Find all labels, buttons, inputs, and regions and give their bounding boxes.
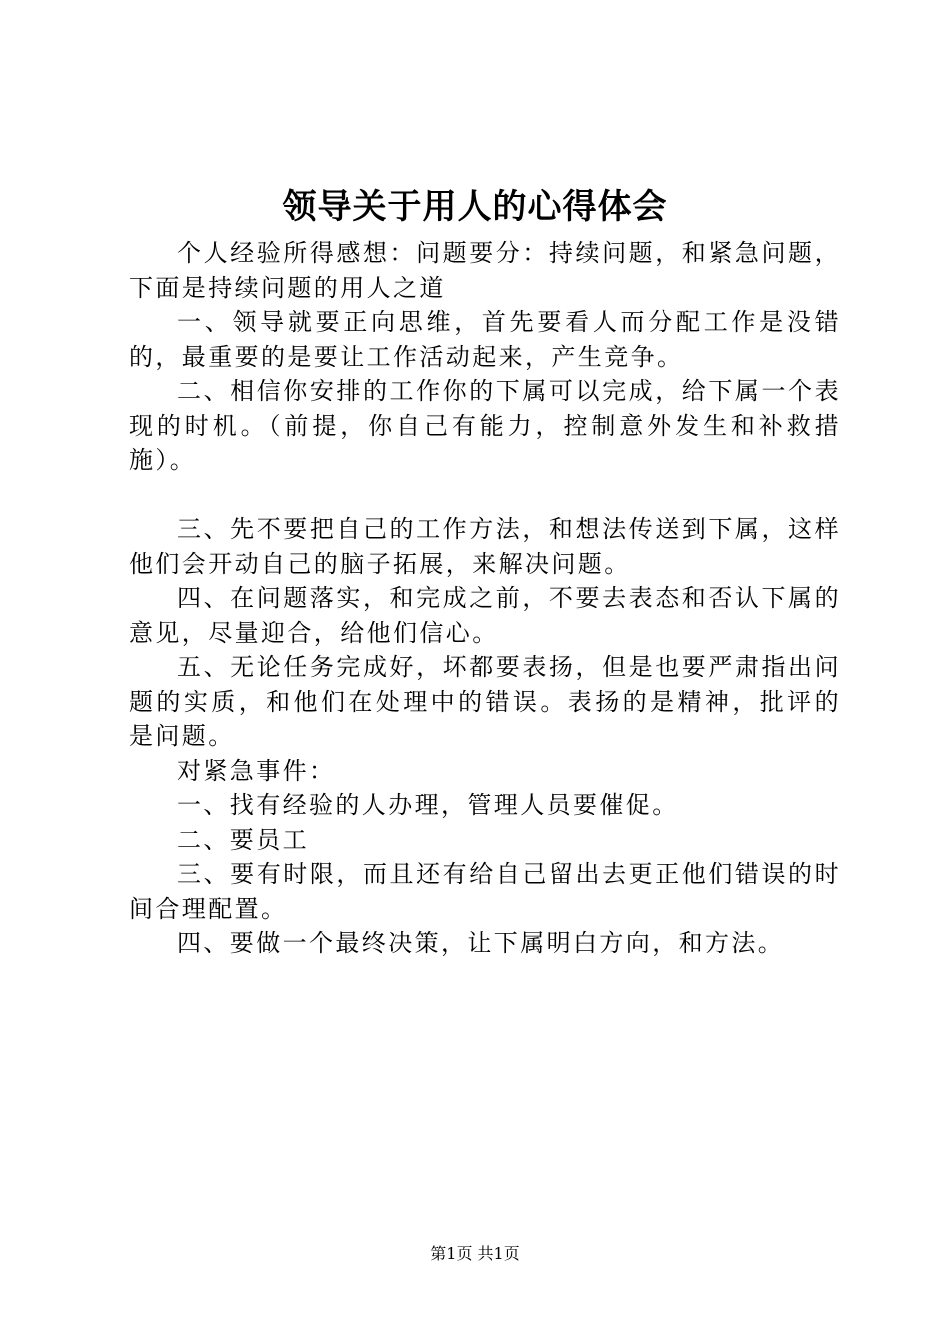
page-number-footer: 第1页 共1页 [430, 1244, 520, 1263]
paragraph-ongoing-5: 五、无论任务完成好，坏都要表扬，但是也要严肃指出问题的实质，和他们在处理中的错误。表扬的是精神，批评的是问题。 [129, 653, 841, 750]
paragraph-ongoing-1: 一、领导就要正向思维，首先要看人而分配工作是没错的，最重要的是要让工作活动起来，产生竞争。 [129, 308, 841, 371]
paragraph-ongoing-4: 四、在问题落实，和完成之前，不要去表态和否认下属的意见，尽量迎合，给他们信心。 [129, 584, 841, 647]
paragraph-intro: 个人经验所得感想：问题要分：持续问题，和紧急问题，下面是持续问题的用人之道 [129, 239, 841, 302]
paragraph-ongoing-3: 三、先不要把自己的工作方法，和想法传送到下属，这样他们会开动自己的脑子拓展，来解决问题。 [129, 515, 841, 578]
document-body [129, 236, 841, 961]
paragraph-ongoing-2: 二、相信你安排的工作你的下属可以完成，给下属一个表现的时机。（前提，你自己有能力，控制意外发生和补救措施）。 [129, 377, 841, 474]
paragraph-urgent-heading: 对紧急事件： [177, 756, 336, 785]
paragraph-urgent-3: 三、要有时限，而且还有给自己留出去更正他们错误的时间合理配置。 [129, 860, 841, 923]
document-title: 领导关于用人的心得体会 [282, 187, 668, 227]
paragraph-urgent-1: 一、找有经验的人办理，管理人员要催促。 [177, 791, 679, 819]
paragraph-urgent-2: 二、要员工 [177, 825, 309, 854]
paragraph-urgent-4: 四、要做一个最终决策，让下属明白方向，和方法。 [177, 929, 785, 957]
